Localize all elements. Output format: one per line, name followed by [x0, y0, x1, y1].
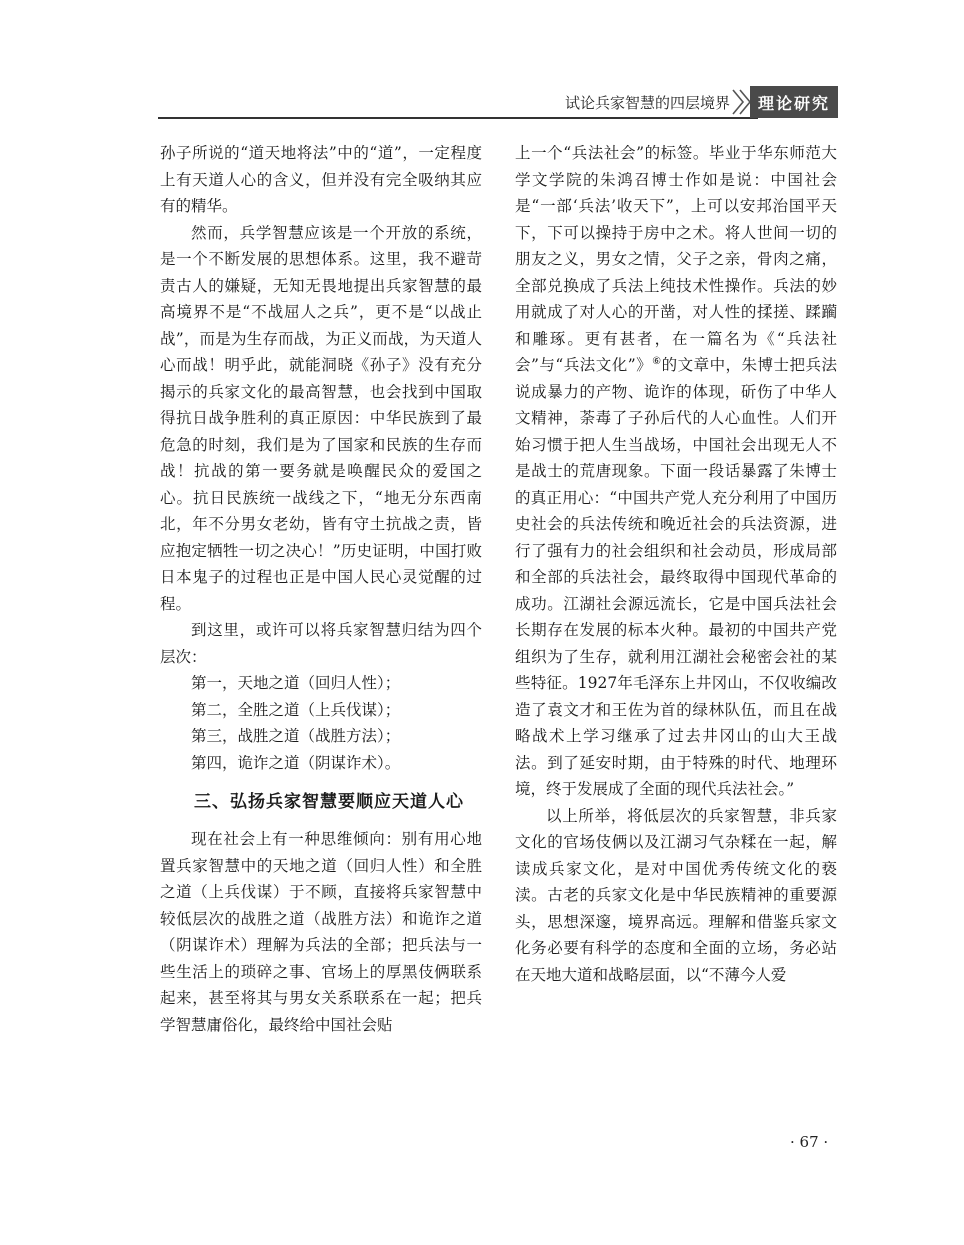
list-item: 第二，全胜之道（上兵伐谋）； [191, 700, 401, 719]
running-header-title: 试论兵家智慧的四层境界 [564, 94, 730, 112]
paragraph-text: 上一个“兵法社会”的标签。毕业于华东师范大学文学院的朱鸿召博士作如是说：中国社会是“一部‘兵法’收天下”，上可以安邦治国平天下，下可以操持于房中之术。将人世间一切的朋友之义，男女之情，父子之亲，骨肉之痛，全部兑换成了兵法上纯技术性操作。兵法的妙用就成了对人心的开凿，对人性的揉搓、蹂躏和雕琢。更有甚者，在一篇名为《“兵法社会”与“兵法文化”》 [515, 144, 837, 374]
paragraph: 以上所举，将低层次的兵家智慧，非兵家文化的官场伎俩以及江湖习气杂糅在一起，解读成兵家文化，是对中国优秀传统文化的亵渎。古老的兵家文化是中华民族精神的重要源头，思想深邃，境界高远。理解和借鉴兵家文化务必要有科学的态度和全面的立场，务必站在天地大道和战略层面，以“不薄今人爱 [515, 806, 837, 984]
paragraph: 现在社会上有一种思维倾向：别有用心地置兵家智慧中的天地之道（回归人性）和全胜之道（上兵伐谋）于不顾，直接将兵家智慧中较低层次的战胜之道（战胜方法）和诡诈之道（阴谋诈术）理解为兵法的全部；把兵法与一些生活上的琐碎之事、官场上的厚黑伎俩联系起来，甚至将其与男女关系联系在一起；把兵学智慧庸俗化，最终给中国社会贴 [160, 830, 482, 1034]
header-rule [158, 117, 758, 119]
running-header [158, 86, 838, 120]
paragraph [515, 140, 837, 803]
right-column [515, 140, 837, 988]
list-item: 第一，天地之道（回归人性）； [191, 674, 401, 692]
section-heading: 三、弘扬兵家智慧要顺应天道人心 [194, 792, 464, 812]
paragraph-text: 的文章中，朱博士把兵法说成暴力的产物、诡诈的体现，斫伤了中华人文精神，荼毒了子孙后代的人心血性。人们开始习惯于把人生当战场，中国社会出现无人不是战士的荒唐现象。下面一段话暴露了朱博士的真正用心：“中国共产党人充分利用了中国历史社会的兵法传统和晚近社会的兵法资源，进行了强有力的社会组织和社会动员，形成局部和全部的兵法社会，最终取得中国现代革命的成功。江湖社会源远流长，它是中国兵法社会长期存在发展的标本火种。最初的中国共产党组织为了生存，就利用江湖社会秘密会社的某些特征。1927年毛泽东上井冈山，不仅收编改造了袁文才和王佐为首的绿林队伍，而且在战略战术上学习继承了过去井冈山的山大王战法。到了延安时期，由于特殊的时代、地理环境，终于发展成了全面的现代兵法社会。” [515, 356, 837, 798]
footnote-reference[interactable]: ⑥ [652, 355, 662, 367]
page-number: · 67 · [790, 1133, 829, 1151]
section-badge: 理论研究 [750, 86, 838, 118]
paragraph: 然而，兵学智慧应该是一个开放的系统，是一个不断发展的思想体系。这里，我不避苛责古人的嫌疑，无知无畏地提出兵家智慧的最高境界不是“不战屈人之兵”，更不是“以战止战”，而是为生存而战，为正义而战，为天道人心而战！明乎此，就能洞晓《孙子》没有充分揭示的兵家文化的最高智慧，也会找到中国取得抗日战争胜利的真正原因：中华民族到了最危急的时刻，我们是为了国家和民族的生存而战！抗战的第一要务就是唤醒民众的爱国之心。抗日民族统一战线之下，“地无分东西南北，年不分男女老幼，皆有守土抗战之责，皆应抱定牺牲一切之决心！”历史证明，中国打败日本鬼子的过程也正是中国人民心灵觉醒的过程。 [160, 223, 482, 613]
list-item: 第三，战胜之道（战胜方法）； [191, 727, 401, 745]
list-item: 第四，诡诈之道（阴谋诈术）。 [191, 753, 401, 772]
paragraph: 孙子所说的“道天地将法”中的“道”，一定程度上有天道人心的含义，但并没有完全吸纳其应有的精华。 [160, 144, 482, 215]
left-column [160, 140, 482, 1038]
paragraph: 到这里，或许可以将兵家智慧归结为四个层次： [160, 621, 482, 666]
